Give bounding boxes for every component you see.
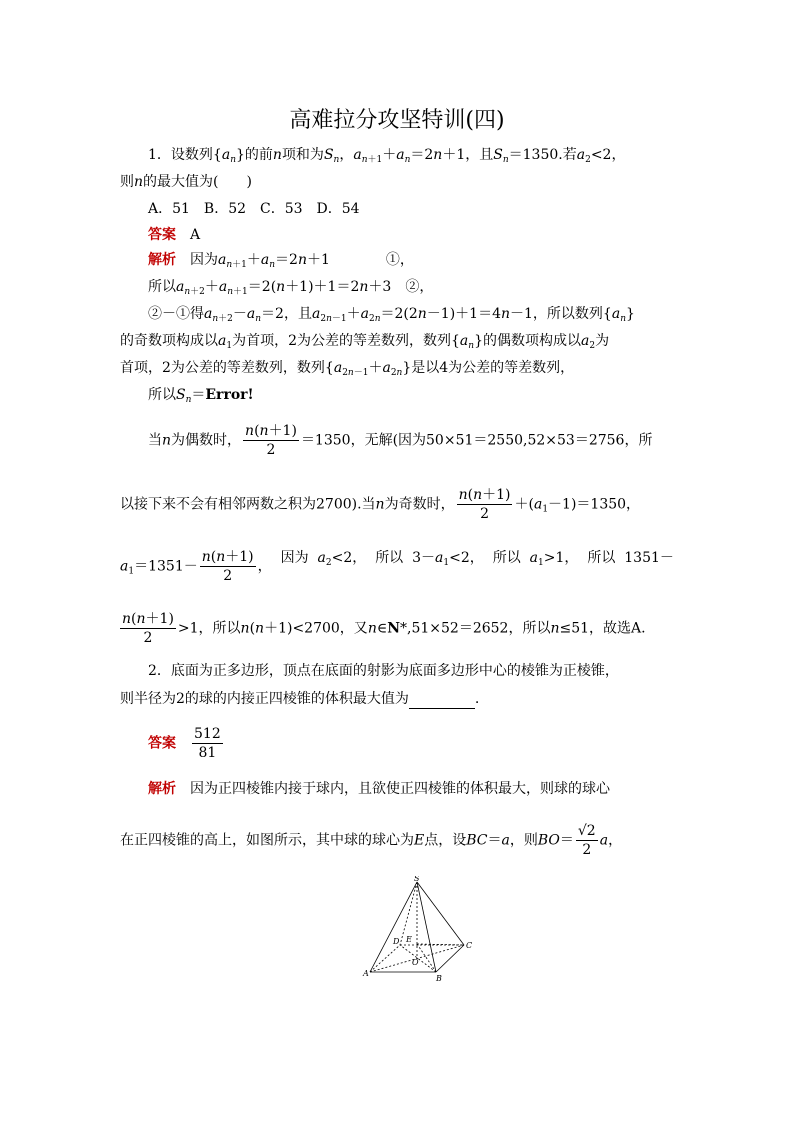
analysis-label: 解析 [148, 781, 176, 797]
q1-answer: A [190, 227, 201, 243]
q1-options: A．51 B．52 C．53 D．54 [148, 201, 360, 217]
q1-line-1: 1．设数列$\{a_n\}$的前n项和为$S_n$，$a_{n+1}+a_n=2n+1$，且$S_n=1350$.若$a_2<2$， [148, 147, 626, 165]
label-d: D [393, 937, 400, 946]
error-text: Error! [205, 387, 254, 403]
q2-answer-line [148, 725, 225, 762]
q1-analysis-10: $\frac{n(n+1)}{2}$ >1，所以n(n＋1)<2700，又n∈N*,51×52＝2652，所以n≤51，故选A. [122, 611, 646, 646]
answer-blank [409, 694, 475, 709]
q1-answer-line [148, 225, 200, 245]
answer-fraction: $\frac{512}{81}$ [194, 726, 221, 761]
edge-ad [370, 945, 400, 972]
label-c: C [466, 941, 473, 950]
q1-analysis-8: 以接下来不会有相邻两数之积为2700).当n为奇数时， $\frac{n(n+1)}{2}$ $+(a_1-1)=1350$， [120, 487, 641, 522]
answer-label: 答案 [148, 735, 176, 752]
q1-analysis-4: 的奇数项构成以$a_1$为首项，2为公差的等差数列，数列$\{a_n\}$的偶数项构成以$a_2$为 [120, 333, 610, 351]
edge-bc [436, 945, 464, 972]
q1-analysis-3: ②－①得$a_{n+2}-a_n=2$，且$a_{2n-1}+a_{2n}=2(2n-1)+1=4n-1$，所以数列$\{a_n\}$ [148, 306, 635, 324]
q1-analysis-2: 所以$a_{n+2}+a_{n+1}=2(n+1)+1=2n+3$ ②， [148, 279, 434, 297]
edge-sa [370, 882, 417, 972]
q1-analysis-7: 当n为偶数时， $\frac{n(n+1)}{2}$ ＝1350，无解(因为50×51＝2550,52×53＝2756，所 [148, 423, 653, 458]
q1-analysis-5: 首项，2为公差的等差数列，数列$\{a_{2n-1}+a_{2n}\}$是以4为公差的等差数列， [120, 360, 575, 378]
q1-analysis-1: 解析 因为$a_{n+1}+a_n=2n+1$ ①， [148, 252, 414, 270]
label-e: E [406, 935, 412, 944]
answer-label: 答案 [148, 227, 176, 243]
label-a: A [363, 969, 369, 978]
q1-analysis-6: 所以$S_n=Error$! [148, 387, 254, 405]
fraction: $\frac{n(n+1)}{2}$ [122, 611, 174, 646]
analysis-label: 解析 [148, 252, 176, 268]
fraction: $\frac{n(n+1)}{2}$ [458, 487, 511, 522]
q2-line-1: 2．底面为正多边形，顶点在底面的射影为底面多边形中心的棱锥为正棱锥， [148, 663, 619, 679]
q1-line-2: 则n的最大值为( ) [120, 174, 252, 190]
page-title: 高难拉分攻坚特训(四) [289, 108, 505, 133]
fraction: $\frac{√2}{2}$ [577, 823, 596, 858]
q2-analysis-2: 在正四棱锥的高上，如图所示，其中球的球心为E点，设BC＝a，则BO＝ $\frac{√2}{2}$ a， [120, 823, 623, 858]
q2-analysis-1: 解析 因为正四棱锥内接于球内，且欲使正四棱锥的体积最大，则球的球心 [148, 781, 610, 797]
fraction: $\frac{n(n+1)}{2}$ [245, 423, 297, 458]
fraction: $\frac{n(n+1)}{2}$ [201, 549, 254, 584]
label-s: S [414, 876, 420, 883]
pyramid-figure [360, 876, 476, 986]
label-b: B [436, 974, 442, 983]
q1-analysis-9: $a_1=1351-$ $\frac{n(n+1)}{2}$ ， 因为 $a_2<2$， 所以 $3-a_1<2$， 所以 $a_1>1$， 所以 1351－ [120, 549, 674, 584]
q2-line-2: 则半径为2的球的内接正四棱锥的体积最大值为 . [120, 691, 480, 707]
label-o: O [412, 958, 419, 967]
